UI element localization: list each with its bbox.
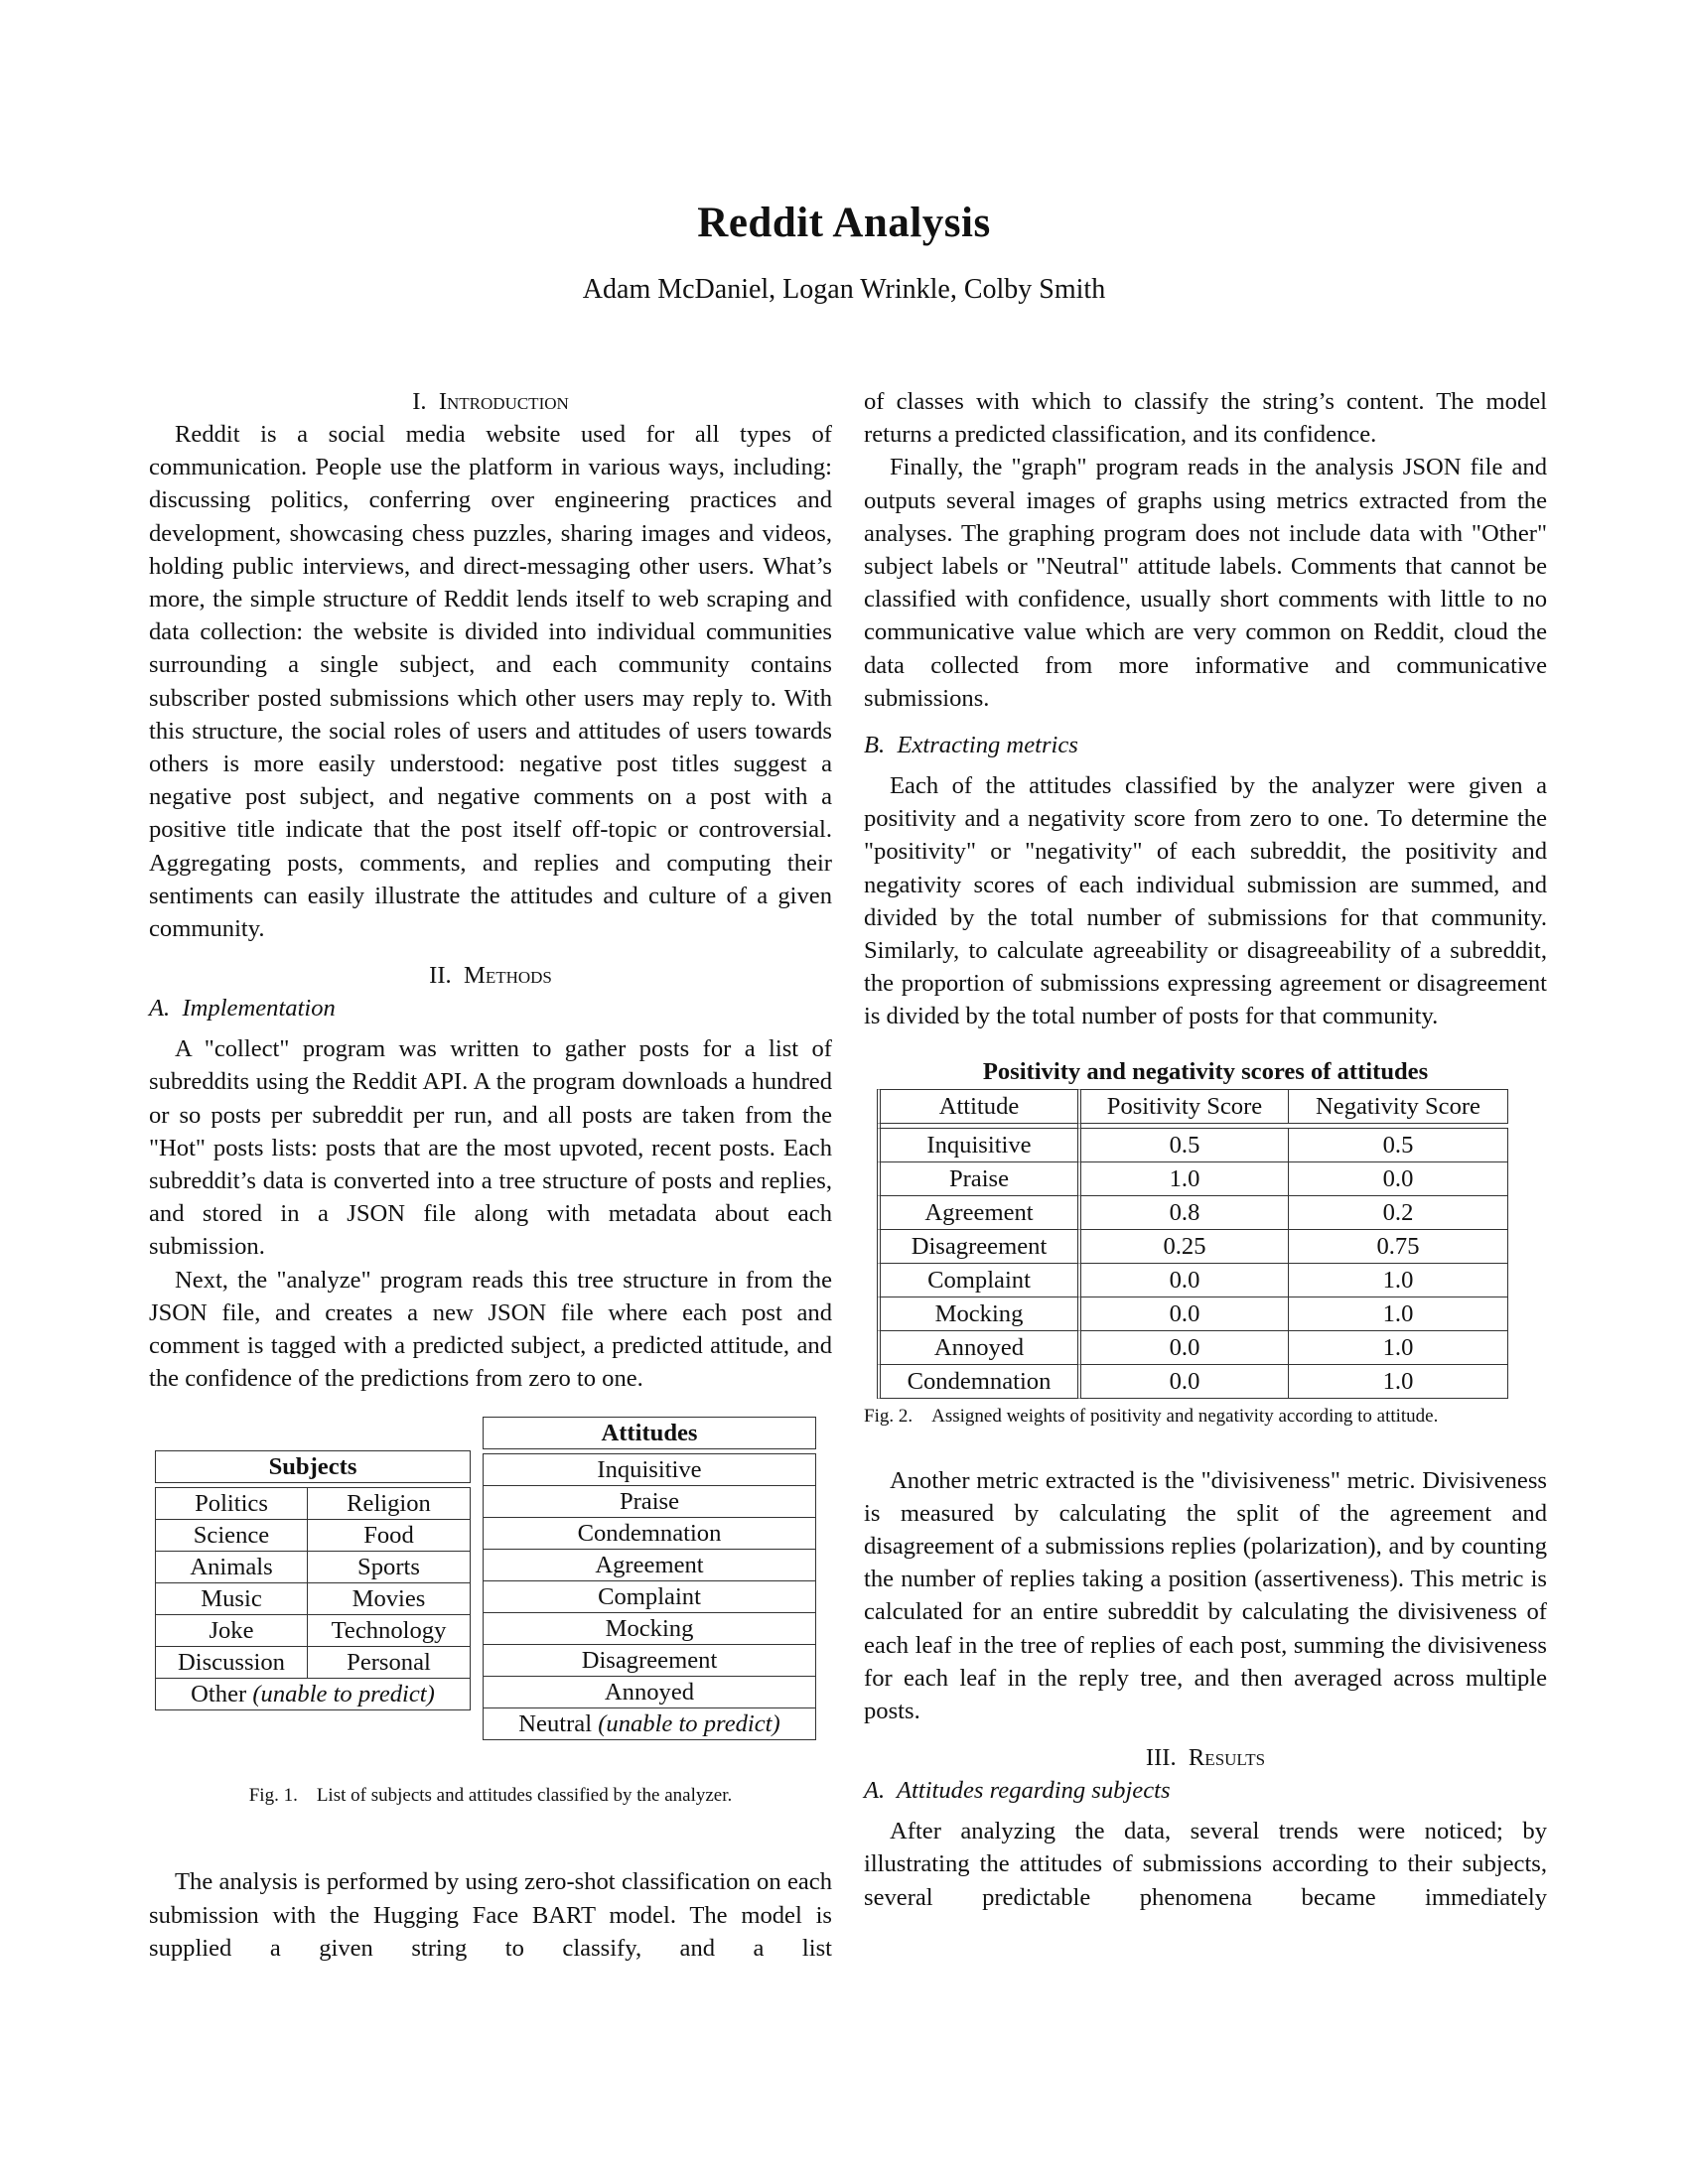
subjects-row-other: Other (unable to predict) bbox=[156, 1679, 471, 1710]
attitudes-table bbox=[483, 1417, 816, 1740]
implementation-paragraph-3-continued: of classes with which to classify the string’s content. The model returns a predicted classification, and its confidence. bbox=[864, 388, 1547, 449]
figure-2-caption: Fig. 2. Assigned weights of positivity and negativity according to attitude. bbox=[864, 1405, 1439, 1427]
attitudes-row: Disagreement bbox=[484, 1645, 816, 1677]
attitudes-row: Mocking bbox=[484, 1613, 816, 1645]
subjects-row: Music Movies bbox=[156, 1583, 471, 1615]
subsection-heading-implementation: A. Implementation bbox=[149, 995, 336, 1023]
subjects-header: Subjects bbox=[156, 1451, 471, 1483]
figure-1 bbox=[149, 1417, 832, 1826]
scores-row: Disagreement 0.25 0.75 bbox=[877, 1230, 1508, 1264]
subsection-heading-extracting-metrics: B. Extracting metrics bbox=[864, 732, 1078, 759]
extracting-paragraph-2: Another metric extracted is the "divisiveness" metric. Divisiveness is measured by calculating the split of the agreement and disagreement of a submissions replies (polarization), and by counting the number of replies taking a position (assertiveness). This metric is calculated for an entire subreddit by calculating the divisiveness of each leaf in the tree of replies of each post, summing the divisiveness for each leaf in the reply tree, and then averaged across multiple posts. bbox=[864, 1466, 1547, 1725]
attitudes-row: Agreement bbox=[484, 1550, 816, 1581]
implementation-paragraph-1: A "collect" program was written to gather posts for a list of subreddits using the Reddit API. A the program downloads a hundred or so posts per subreddit per run, and all posts are taken from the "Hot" posts lists: posts that are the most upvoted, recent posts. Each subreddit’s data is converted into a tree structure of posts and replies, and stored in a JSON file along with metadata about each submission. bbox=[149, 1035, 832, 1261]
attitudes-row-neutral: Neutral (unable to predict) bbox=[484, 1708, 816, 1740]
subjects-row: Discussion Personal bbox=[156, 1647, 471, 1679]
subsection-heading-attitudes-subjects: A. Attitudes regarding subjects bbox=[864, 1777, 1171, 1805]
attitudes-row: Annoyed bbox=[484, 1677, 816, 1708]
attitudes-row: Inquisitive bbox=[484, 1454, 816, 1486]
subjects-table bbox=[155, 1450, 471, 1710]
right-column bbox=[864, 385, 1547, 1914]
scores-row: Complaint 0.0 1.0 bbox=[877, 1264, 1508, 1297]
scores-row: Condemnation 0.0 1.0 bbox=[877, 1365, 1508, 1399]
subjects-row: Politics Religion bbox=[156, 1488, 471, 1520]
implementation-paragraph-4: Finally, the "graph" program reads in the analysis JSON file and outputs several images of graphs using metrics extracted from the analyses. The graphing program does not include data with "Other" subject labels or "Neutral" attitude labels. Comments that cannot be classified with confidence, usually short comments with little to no communicative value which are very common on Reddit, cloud the data collected from more informative and communicative submissions. bbox=[864, 454, 1547, 712]
extracting-paragraph-1: Each of the attitudes classified by the analyzer were given a positivity and a negativity score from zero to one. To determine the "positivity" or "negativity" of each subreddit, the positivity and negativity scores of each individual submission are summed, and divided by the total number of submissions for that community. Similarly, to calculate agreeability or disagreeability of a subreddit, the proportion of submissions expressing agreement or disagreement is divided by the total number of posts for that community. bbox=[864, 772, 1547, 1030]
attitudes-row: Complaint bbox=[484, 1581, 816, 1613]
results-paragraph-1: After analyzing the data, several trends were noticed; by illustrating the attitudes of submissions according to their subjects, several predictable phenomena became immediately bbox=[864, 1818, 1547, 1911]
scores-row: Mocking 0.0 1.0 bbox=[877, 1297, 1508, 1331]
figure-2-title: Positivity and negativity scores of attitudes bbox=[982, 1057, 1429, 1085]
scores-row: Annoyed 0.0 1.0 bbox=[877, 1331, 1508, 1365]
subjects-row: Joke Technology bbox=[156, 1615, 471, 1647]
subjects-row: Science Food bbox=[156, 1520, 471, 1552]
section-heading-introduction: I. Introduction bbox=[412, 388, 569, 415]
figure-1-caption: Fig. 1. List of subjects and attitudes classified by the analyzer. bbox=[248, 1785, 733, 1807]
section-heading-results: III. Results bbox=[1145, 1744, 1266, 1772]
section-heading-methods: II. Methods bbox=[429, 962, 552, 990]
scores-row: Praise 1.0 0.0 bbox=[877, 1162, 1508, 1196]
implementation-paragraph-2: Next, the "analyze" program reads this tree structure in from the JSON file, and creates a new JSON file where each post and comment is tagged with a predicted subject, a predicted attitude, and the confidence of the predictions from zero to one. bbox=[149, 1266, 832, 1393]
paper-title: Reddit Analysis bbox=[697, 200, 991, 246]
scores-row: Inquisitive 0.5 0.5 bbox=[877, 1129, 1508, 1162]
attitudes-row: Condemnation bbox=[484, 1518, 816, 1550]
implementation-paragraph-3: The analysis is performed by using zero-shot classification on each submission with the Hugging Face BART model. The model is supplied a given string to classify, and a list bbox=[149, 1868, 832, 1962]
paper-authors: Adam McDaniel, Logan Wrinkle, Colby Smith bbox=[582, 274, 1106, 305]
scores-table bbox=[877, 1089, 1508, 1399]
attitudes-header: Attitudes bbox=[484, 1418, 816, 1449]
scores-row: Agreement 0.8 0.2 bbox=[877, 1196, 1508, 1230]
attitudes-row: Praise bbox=[484, 1486, 816, 1518]
scores-header-row: Attitude Positivity Score Negativity Score bbox=[877, 1089, 1508, 1124]
intro-paragraph: Reddit is a social media website used for all types of communication. People use the platform in various ways, including: discussing politics, conferring over engineering practices and development, showcasing chess puzzles, sharing images and videos, holding public interviews, and direct-messaging other users. What’s more, the simple structure of Reddit lends itself to web scraping and data collection: the website is divided into individual communities surrounding a single subject, and each community contains subscriber posted submissions which other users may reply to. With this structure, the social roles of users and attitudes of users towards others is more easily understood: negative post titles suggest a negative post subject, and negative comments on a post with a positive title indicate that the post itself off-topic or controversial. Aggregating posts, comments, and replies and computing their sentiments can easily illustrate the attitudes and culture of a given community. bbox=[149, 421, 832, 943]
subjects-row: Animals Sports bbox=[156, 1552, 471, 1583]
left-column bbox=[149, 385, 832, 1965]
